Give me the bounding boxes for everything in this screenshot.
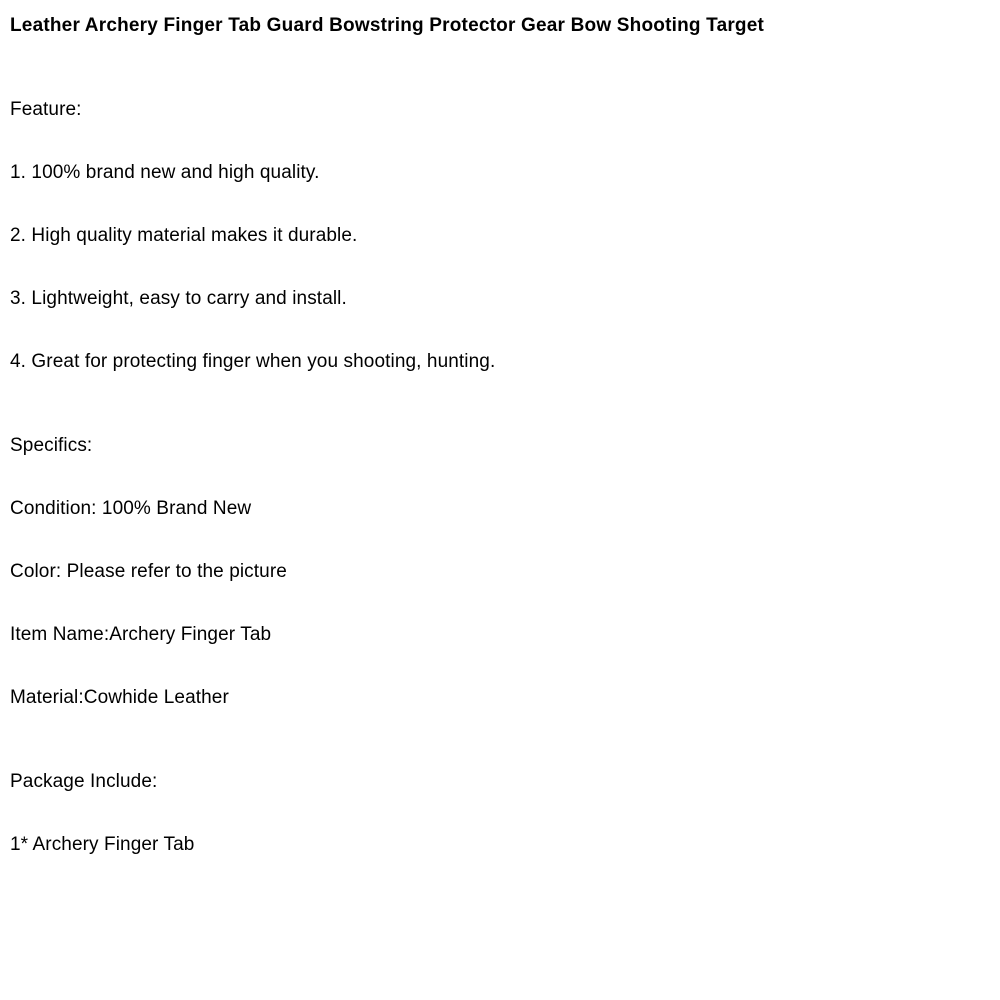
description-line: Item Name:Archery Finger Tab — [10, 624, 272, 645]
description-line: 2. High quality material makes it durable. — [10, 225, 358, 246]
description-line: Specifics: — [10, 435, 93, 456]
description-line: Material:Cowhide Leather — [10, 687, 229, 708]
description-sections — [10, 99, 980, 855]
product-title: Leather Archery Finger Tab Guard Bowstring Protector Gear Bow Shooting Target — [10, 15, 765, 36]
description-line: Color: Please refer to the picture — [10, 561, 287, 582]
description-line: Package Include: — [10, 771, 158, 792]
section-feature — [10, 99, 980, 372]
section-specifics — [10, 435, 980, 708]
description-line: 4. Great for protecting finger when you shooting, hunting. — [10, 351, 496, 372]
description-line: 1* Archery Finger Tab — [10, 834, 195, 855]
description-line: Feature: — [10, 99, 82, 120]
description-line: 1. 100% brand new and high quality. — [10, 162, 320, 183]
section-package — [10, 771, 980, 855]
description-line: Condition: 100% Brand New — [10, 498, 252, 519]
description-line: 3. Lightweight, easy to carry and install. — [10, 288, 347, 309]
title-section — [10, 15, 980, 36]
